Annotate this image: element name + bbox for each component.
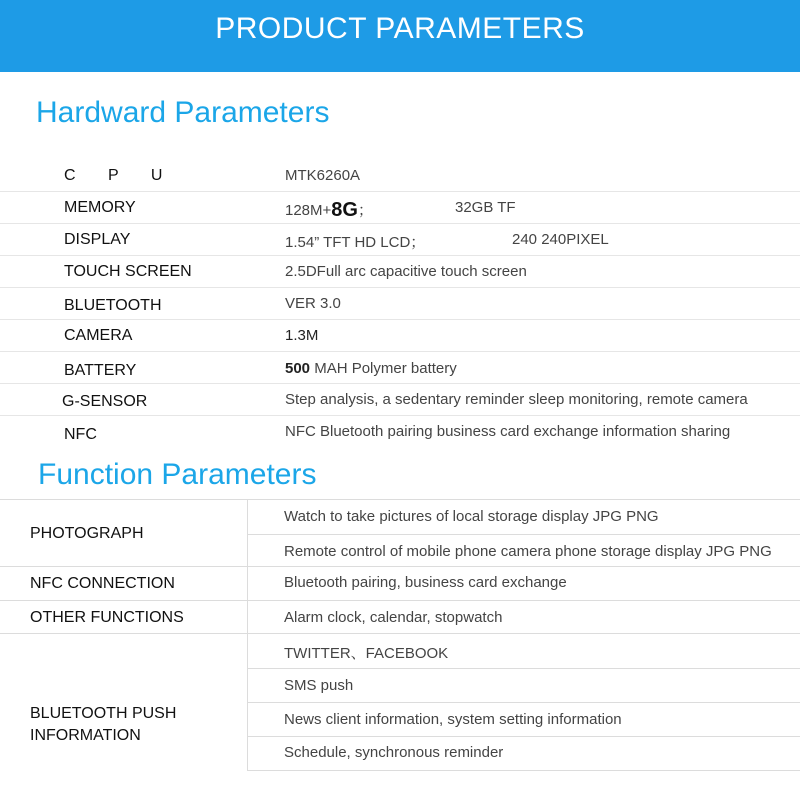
- spec-row-camera: [0, 320, 800, 352]
- spec-label: C P U: [64, 167, 177, 184]
- table-divider: [0, 633, 800, 634]
- function-value: TWITTER、FACEBOOK: [284, 645, 449, 662]
- spec-value: 1.54” TFT HD LCD；: [285, 234, 426, 251]
- function-value: Watch to take pictures of local storage display JPG PNG: [284, 508, 659, 525]
- function-label-photograph: PHOTOGRAPH: [30, 525, 144, 542]
- table-column-divider: [247, 499, 248, 771]
- spec-row-touch-screen: [0, 256, 800, 288]
- spec-label: NFC: [64, 426, 97, 443]
- memory-separator: ；: [357, 202, 373, 219]
- table-divider: [0, 566, 800, 567]
- battery-description: MAH Polymer battery: [310, 360, 457, 377]
- battery-capacity: 500: [285, 360, 311, 377]
- function-label-line: BLUETOOTH PUSH: [30, 705, 177, 722]
- function-section-title: Function Parameters: [38, 458, 317, 491]
- spec-row-battery: [0, 352, 800, 384]
- function-label-nfc-connection: NFC CONNECTION: [30, 575, 175, 592]
- spec-row-g-sensor: [0, 384, 800, 416]
- spec-value: 2.5DFull arc capacitive touch screen: [285, 263, 527, 280]
- spec-value: [285, 199, 373, 222]
- function-value: Bluetooth pairing, business card exchange: [284, 574, 567, 591]
- spec-label: TOUCH SCREEN: [64, 263, 192, 280]
- spec-row-memory: [0, 192, 800, 224]
- spec-value: NFC Bluetooth pairing business card exchange information sharing: [285, 423, 731, 440]
- spec-label: MEMORY: [64, 199, 136, 216]
- table-divider: [248, 534, 800, 535]
- spec-value: VER 3.0: [285, 295, 341, 312]
- spec-row-bluetooth: [0, 288, 800, 320]
- spec-label: DISPLAY: [64, 231, 131, 248]
- spec-value: 1.3M: [285, 327, 319, 344]
- spec-value: Step analysis, a sedentary reminder sleep monitoring, remote camera: [285, 391, 748, 408]
- table-divider: [248, 770, 800, 771]
- function-value: Alarm clock, calendar, stopwatch: [284, 609, 503, 626]
- spec-value: MTK6260A: [285, 167, 361, 184]
- function-label-line: INFORMATION: [30, 727, 141, 744]
- header-banner: [0, 0, 800, 72]
- function-value: SMS push: [284, 677, 354, 694]
- table-divider: [0, 499, 800, 500]
- spec-row-cpu: [0, 160, 800, 192]
- memory-storage: 32GB TF: [455, 199, 516, 216]
- table-divider: [248, 702, 800, 703]
- spec-label: CAMERA: [64, 327, 133, 344]
- spec-value: [285, 360, 457, 377]
- function-value: News client information, system setting information: [284, 711, 622, 728]
- function-label-bluetooth-push: [30, 703, 176, 747]
- table-divider: [0, 600, 800, 601]
- function-value: Remote control of mobile phone camera phone storage display JPG PNG: [284, 543, 772, 560]
- spec-label: BATTERY: [64, 362, 137, 379]
- display-resolution: 240 240PIXEL: [512, 231, 609, 248]
- memory-ram: 128M+: [285, 202, 332, 219]
- hardware-section-title: Hardward Parameters: [36, 96, 330, 129]
- spec-label: G-SENSOR: [62, 393, 148, 410]
- table-divider: [248, 668, 800, 669]
- table-divider: [248, 736, 800, 737]
- spec-row-nfc: [0, 416, 800, 447]
- spec-label: BLUETOOTH: [64, 297, 162, 314]
- spec-row-display: [0, 224, 800, 256]
- page-title: PRODUCT PARAMETERS: [215, 12, 585, 45]
- memory-ram-emphasis: 8G: [331, 199, 358, 221]
- function-value: Schedule, synchronous reminder: [284, 744, 504, 761]
- function-label-other-functions: OTHER FUNCTIONS: [30, 609, 184, 626]
